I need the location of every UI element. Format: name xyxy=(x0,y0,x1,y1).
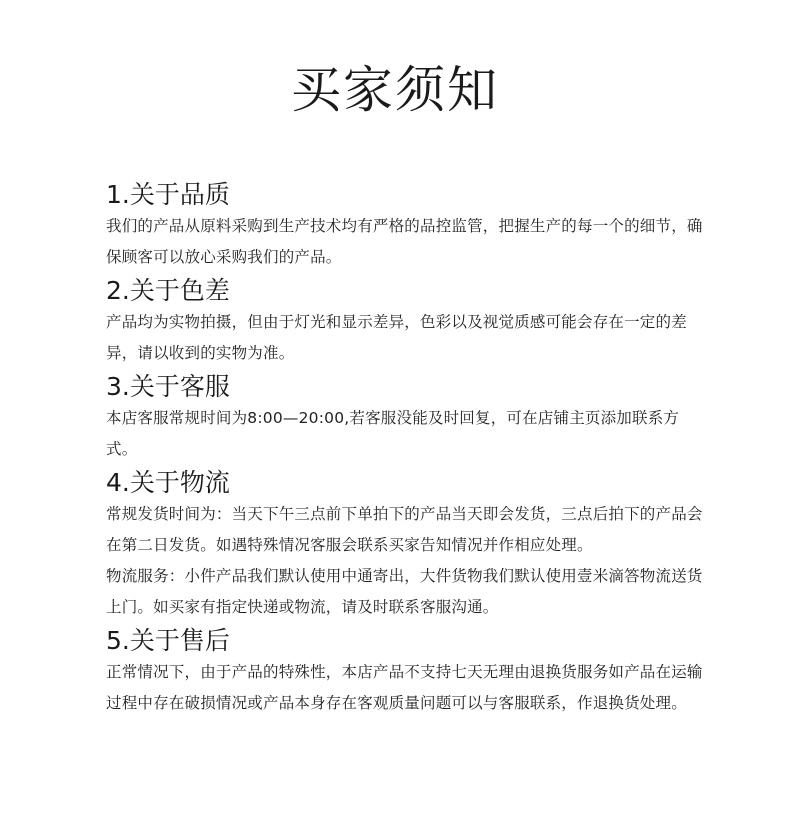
section-heading: 2.关于色差 xyxy=(106,276,230,305)
section-heading: 3.关于客服 xyxy=(106,372,230,401)
section-heading: 4.关于物流 xyxy=(106,468,230,497)
section-heading: 1.关于品质 xyxy=(106,180,230,209)
section-customer-service xyxy=(106,372,706,465)
section-color-difference xyxy=(106,276,706,369)
section-paragraph: 正常情况下，由于产品的特殊性，本店产品不支持七天无理由退换货服务如产品在运输过程中存在破损情况或产品本身存在客观质量问题可以与客服联系，作退换货处理。 xyxy=(106,663,703,712)
section-quality xyxy=(106,180,706,273)
page-title: 买家须知 xyxy=(291,61,499,119)
section-paragraph: 本店客服常规时间为8:00—20:00,若客服没能及时回复，可在店铺主页添加联系方式。 xyxy=(106,409,680,458)
notice-content xyxy=(106,180,706,719)
section-paragraph: 常规发货时间为：当天下午三点前下单拍下的产品当天即会发货，三点后拍下的产品会在第二日发货。如遇特殊情况客服会联系买家告知情况并作相应处理。 xyxy=(106,505,703,554)
section-logistics xyxy=(106,468,706,623)
section-paragraph: 物流服务：小件产品我们默认使用中通寄出，大件货物我们默认使用壹米滴答物流送货上门。如买家有指定快递或物流，请及时联系客服沟通。 xyxy=(106,567,703,616)
section-paragraph: 产品均为实物拍摄，但由于灯光和显示差异，色彩以及视觉质感可能会存在一定的差异，请以收到的实物为准。 xyxy=(106,313,687,362)
section-after-sales xyxy=(106,626,706,719)
section-heading: 5.关于售后 xyxy=(106,626,230,655)
section-paragraph: 我们的产品从原料采购到生产技术均有严格的品控监管，把握生产的每一个的细节，确保顾客可以放心采购我们的产品。 xyxy=(106,217,703,266)
